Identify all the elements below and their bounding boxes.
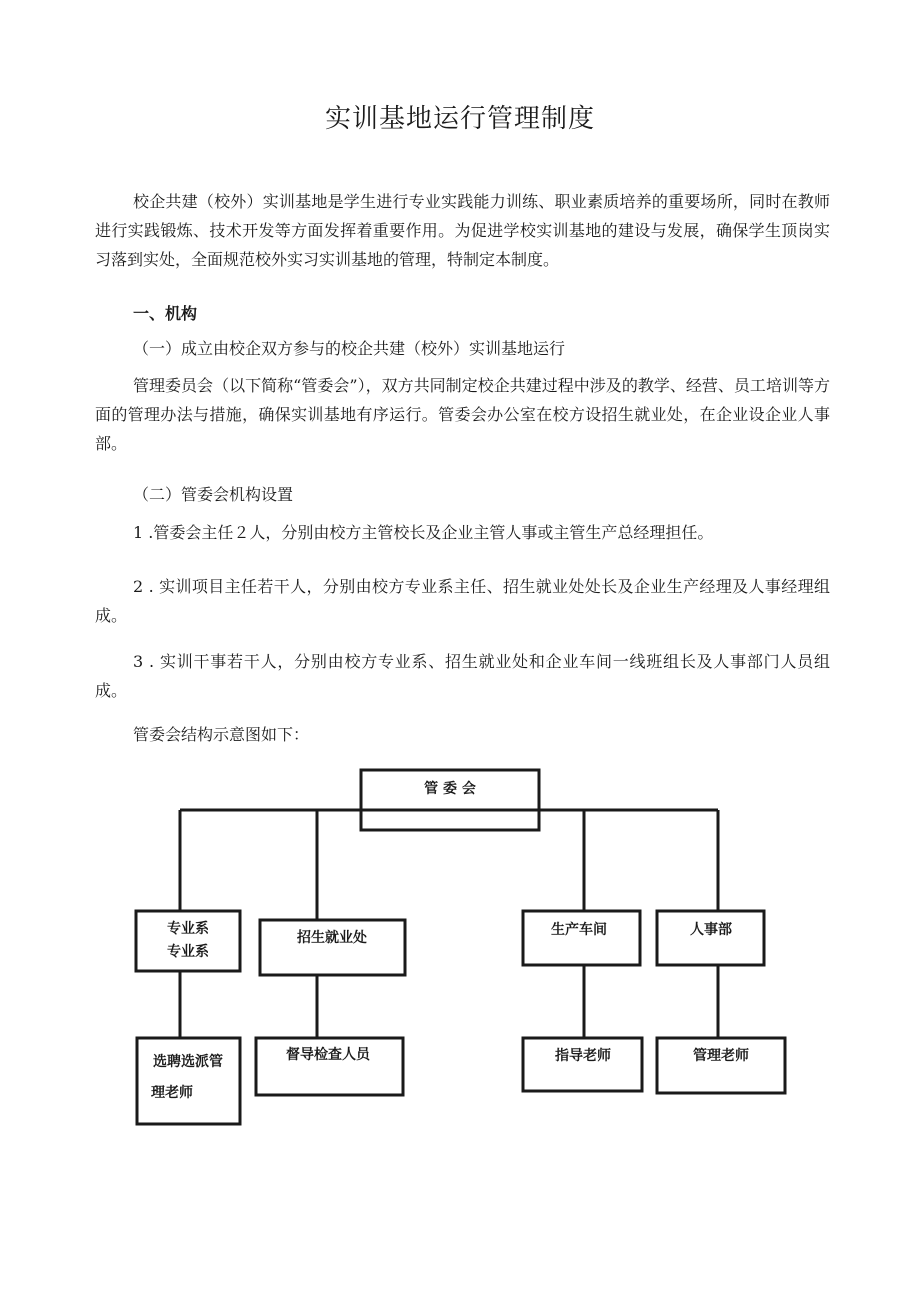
org-node-admissions-label: 招生就业处: [297, 930, 367, 946]
chart-intro: 管委会结构示意图如下：: [133, 725, 310, 744]
org-node-admissions-box: [260, 920, 405, 975]
org-node-management-label: 管理老师: [693, 1048, 749, 1064]
org-node-selection-label-1: 选聘选派管: [153, 1054, 223, 1070]
org-node-management-box: [657, 1038, 785, 1093]
org-node-root-box: [361, 770, 539, 830]
org-node-production-box: [523, 911, 640, 965]
org-node-guidance-box: [523, 1038, 642, 1091]
subsection-heading-1: （一）成立由校企双方参与的校企共建（校外）实训基地运行: [133, 339, 566, 358]
org-node-supervision-label: 督导检查人员: [286, 1047, 370, 1063]
org-node-selection-label-2: 理老师: [151, 1085, 193, 1101]
org-node-hr-label: 人事部: [690, 922, 732, 938]
list-item-1: 1 .管委会主任２人，分别由校方主管校长及企业主管人事或主管生产总经理担任。: [133, 523, 714, 542]
org-node-root-label: 管 委 会: [424, 781, 476, 797]
document-title: 实训基地运行管理制度: [324, 104, 595, 134]
org-node-production-label: 生产车间: [551, 922, 607, 938]
org-node-professional-label-1: 专业系: [167, 921, 209, 937]
org-node-professional-label-2: 专业系: [167, 944, 209, 960]
subsection-body-1: 管理委员会（以下简称“管委会”），双方共同制定校企共建过程中涉及的教学、经营、员工培训等方面的管理办法与措施，确保实训基地有序运行。管委会办公室在校方设招生就业处，在企业设企业人事部。: [95, 376, 830, 453]
subsection-heading-2: （二）管委会机构设置: [133, 485, 294, 504]
org-node-professional-box: [136, 911, 240, 971]
org-node-hr-box: [657, 911, 764, 965]
org-node-guidance-label: 指导老师: [555, 1048, 611, 1064]
list-item-3: 3 . 实训干事若干人，分别由校方专业系、招生就业处和企业车间一线班组长及人事部门人员组成。: [95, 652, 830, 700]
org-node-selection-box: [137, 1038, 240, 1124]
list-item-2: 2 . 实训项目主任若干人，分别由校方专业系主任、招生就业处处长及企业生产经理及人事经理组成。: [95, 577, 830, 625]
section-heading-organization: 一、机构: [133, 304, 198, 323]
intro-paragraph: 校企共建（校外）实训基地是学生进行专业实践能力训练、职业素质培养的重要场所，同时在教师进行实践锻炼、技术开发等方面发挥着重要作用。为促进学校实训基地的建设与发展，确保学生顶岗实习落到实处，全面规范校外实习实训基地的管理，特制定本制度。: [95, 192, 830, 269]
